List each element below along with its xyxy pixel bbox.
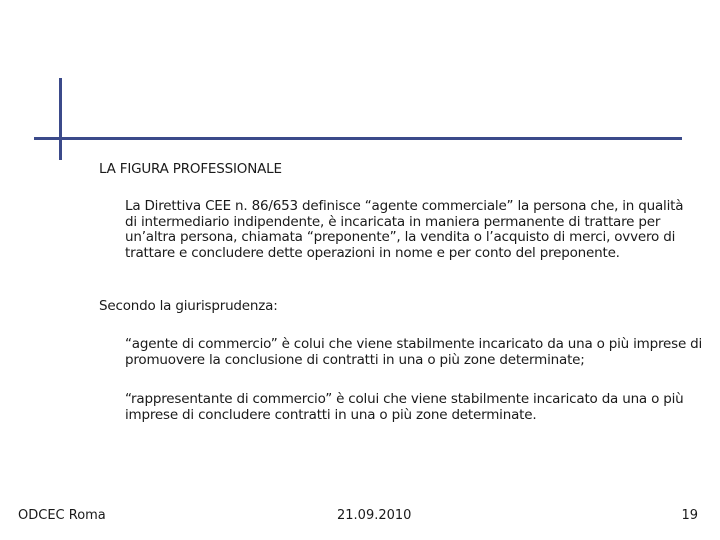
directive-paragraph: La Direttiva CEE n. 86/653 definisce “agente commerciale” la persona che, in qualità di intermediario indipendente, è incaricata in maniera permanente di trattare per un’altra persona, chiamata “preponente”, la vendita o l’acquisto di merci, ovvero di trattare e concludere dette operazioni in nome e per conto del preponente. [125,198,684,261]
decorative-vertical-rule [59,78,62,160]
definition-rappresentante: “rappresentante di commercio” è colui che viene stabilmente incaricato da una o più imprese di concludere contratti in una o più zone determinate. [125,391,684,423]
slide-heading: LA FIGURA PROFESSIONALE [99,161,282,177]
definition-agente: “agente di commercio” è colui che viene stabilmente incaricato da una o più imprese di promuovere la conclusione di contratti in una o più zone determinate; [125,336,703,368]
footer-organization: ODCEC Roma [18,508,106,523]
footer-page-number: 19 [681,508,698,523]
decorative-horizontal-rule [34,137,682,140]
jurisprudence-subheading: Secondo la giurisprudenza: [99,298,278,314]
footer-date: 21.09.2010 [337,508,412,523]
